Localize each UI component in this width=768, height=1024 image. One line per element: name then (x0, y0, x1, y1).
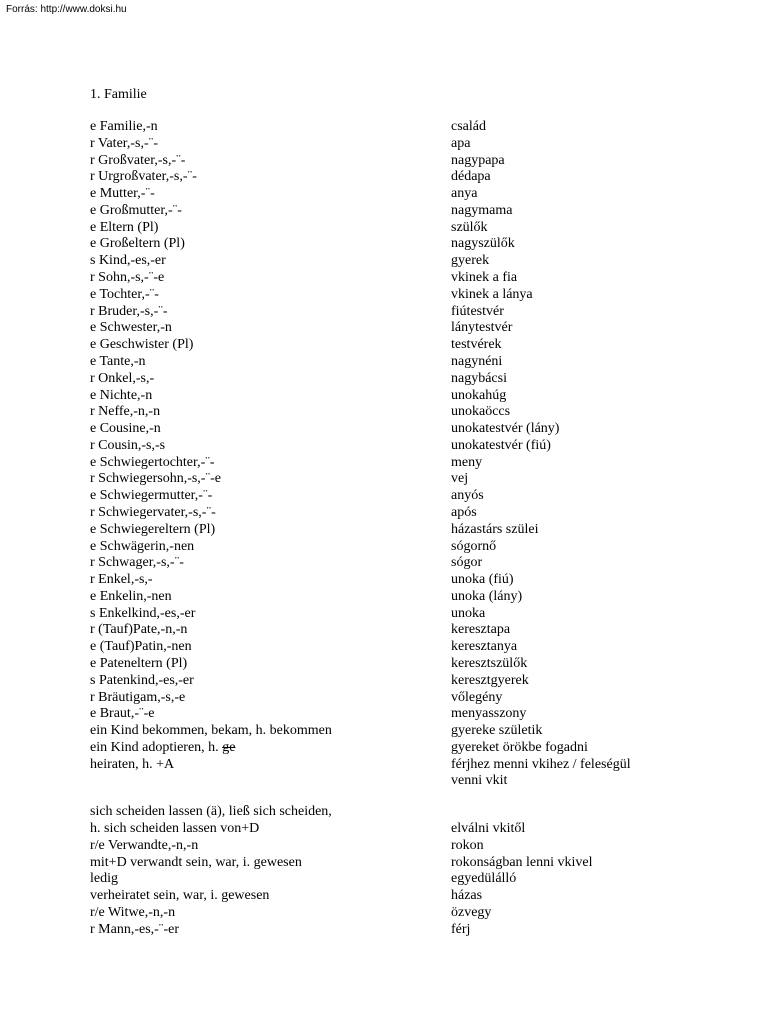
vocabulary-row (90, 673, 690, 690)
german-term-text: e Schwägerin,-nen (90, 538, 195, 554)
hungarian-translation: nagymama (451, 202, 513, 218)
hungarian-translation: keresztszülők (451, 656, 528, 671)
german-term-text: e Familie,-n (90, 119, 158, 134)
hungarian-translation: szülők (451, 219, 488, 235)
german-term-text: e Tante,-n (90, 353, 146, 369)
vocabulary-row (90, 169, 690, 186)
german-term (90, 821, 451, 838)
german-term (90, 589, 451, 606)
german-term-text: e Geschwister (Pl) (90, 337, 194, 353)
hungarian-translation: menyasszony (451, 706, 527, 722)
german-term (90, 855, 451, 872)
german-term-text: r Schwiegersohn,-s,-¨-e (90, 471, 222, 487)
german-term (90, 471, 451, 488)
german-term-text: r (Tauf)Pate,-n,-n (90, 622, 188, 638)
german-term-text: mit+D verwandt sein, war, i. gewesen (90, 854, 302, 870)
german-term-text: ledig (90, 871, 118, 887)
german-term (90, 354, 451, 371)
vocabulary-row (90, 606, 690, 623)
german-term-text: e (Tauf)Patin,-nen (90, 639, 192, 655)
german-term-text: e Schwiegertochter,-¨- (90, 454, 215, 470)
hungarian-translation: egyedülálló (451, 871, 517, 887)
hungarian-translation: férj (451, 921, 471, 937)
german-term-text: r Großvater,-s,-¨- (90, 152, 186, 168)
vocabulary-row (90, 555, 690, 572)
vocabulary-row (90, 740, 690, 757)
german-term-text: r Schwager,-s,-¨- (90, 555, 184, 571)
german-term (90, 555, 451, 572)
vocabulary-row (90, 888, 690, 905)
hungarian-translation: apa (451, 135, 471, 151)
german-term-text: verheiratet sein, war, i. gewesen (90, 888, 270, 904)
german-term (90, 673, 451, 690)
hungarian-translation: rokon (451, 837, 484, 853)
german-term-text: r Sohn,-s,-¨-e (90, 270, 165, 286)
german-term (90, 404, 451, 421)
vocabulary-row (90, 589, 690, 606)
vocabulary-row (90, 706, 690, 723)
vocabulary-row (90, 656, 690, 673)
german-term (90, 804, 451, 821)
german-term-text: e Schwiegermutter,-¨- (90, 488, 213, 504)
vocabulary-row (90, 220, 690, 237)
german-term (90, 203, 451, 220)
vocabulary-row (90, 438, 690, 455)
german-term-text: e Mutter,-¨- (90, 186, 155, 202)
german-term (90, 186, 451, 203)
hungarian-translation: vej (451, 471, 469, 487)
vocabulary-row (90, 119, 690, 136)
german-term-text: r Mann,-es,-¨-er (90, 921, 180, 937)
vocabulary-row (90, 522, 690, 539)
hungarian-translation: testvérek (451, 337, 502, 353)
german-term (90, 270, 451, 287)
german-term (90, 622, 451, 639)
hungarian-translation: unoka (fiú) (451, 572, 514, 588)
german-term (90, 888, 451, 905)
hungarian-translation: lánytestvér (451, 320, 513, 336)
hungarian-translation: dédapa (451, 169, 491, 185)
block-spacer (90, 790, 690, 804)
hungarian-translation: venni vkit (451, 773, 508, 789)
vocabulary-row (90, 186, 690, 203)
german-term-text: h. sich scheiden lassen von+D (90, 821, 260, 837)
german-term-text: e Nichte,-n (90, 387, 153, 403)
hungarian-translation: gyereke születik (451, 723, 543, 739)
hungarian-translation: házas (451, 888, 483, 904)
german-term (90, 690, 451, 707)
vocabulary-block-secondary (90, 804, 690, 938)
german-term-text: r Schwiegervater,-s,-¨- (90, 504, 216, 520)
hungarian-translation: sógornő (451, 538, 497, 554)
german-term-text: e Schwester,-n (90, 320, 172, 336)
german-term (90, 572, 451, 589)
german-term (90, 388, 451, 405)
source-note: Forrás: http://www.doksi.hu (6, 4, 127, 15)
german-term-text: ein Kind bekommen, bekam, h. bekommen (90, 723, 332, 739)
vocabulary-row (90, 922, 690, 939)
german-term-text: r Urgroßvater,-s,-¨- (90, 169, 197, 185)
hungarian-translation: meny (451, 454, 483, 470)
german-term (90, 455, 451, 472)
german-term (90, 905, 451, 922)
hungarian-translation: férjhez menni vkihez / feleségül (451, 756, 631, 772)
german-term (90, 723, 451, 740)
vocabulary-row (90, 757, 690, 774)
hungarian-translation: nagyszülők (451, 236, 515, 252)
vocabulary-row (90, 287, 690, 304)
german-term (90, 757, 451, 774)
german-term-text: s Kind,-es,-er (90, 253, 166, 269)
german-term (90, 505, 451, 522)
german-term (90, 639, 451, 656)
hungarian-translation: elválni vkitől (451, 821, 526, 837)
vocabulary-row (90, 622, 690, 639)
vocabulary-row (90, 539, 690, 556)
vocabulary-row (90, 354, 690, 371)
vocabulary-block-main (90, 119, 690, 790)
hungarian-translation: házastárs szülei (451, 521, 539, 537)
hungarian-translation: fiútestvér (451, 303, 504, 319)
vocabulary-row (90, 723, 690, 740)
hungarian-translation (451, 804, 690, 821)
hungarian-translation: após (451, 504, 477, 520)
vocabulary-row (90, 855, 690, 872)
german-term (90, 606, 451, 623)
german-term-text: r/e Witwe,-n,-n (90, 904, 176, 920)
german-term-text: s Enkelkind,-es,-er (90, 605, 196, 621)
vocabulary-row (90, 871, 690, 888)
german-term (90, 421, 451, 438)
vocabulary-row (90, 253, 690, 270)
german-term-text: e Pateneltern (Pl) (90, 656, 188, 671)
german-term (90, 539, 451, 556)
german-term-text: r Vater,-s,-¨- (90, 135, 158, 151)
vocabulary-row (90, 690, 690, 707)
german-term-text: e Enkelin,-nen (90, 588, 172, 604)
german-term-text: e Tochter,-¨- (90, 286, 159, 302)
vocabulary-row (90, 471, 690, 488)
german-term (90, 922, 451, 939)
vocabulary-row (90, 320, 690, 337)
vocabulary-row (90, 773, 690, 790)
german-term (90, 236, 451, 253)
german-term (90, 337, 451, 354)
german-term (90, 706, 451, 723)
hungarian-translation: nagybácsi (451, 370, 507, 386)
hungarian-translation: keresztapa (451, 622, 511, 638)
hungarian-translation: sógor (451, 555, 483, 571)
vocabulary-row (90, 136, 690, 153)
vocabulary-row (90, 804, 690, 821)
vocabulary-row (90, 572, 690, 589)
hungarian-translation: keresztanya (451, 639, 518, 655)
vocabulary-row (90, 404, 690, 421)
german-term (90, 119, 451, 136)
hungarian-translation: rokonságban lenni vkivel (451, 854, 593, 870)
german-term-text: s Patenkind,-es,-er (90, 672, 194, 688)
german-term-text: r Bräutigam,-s,-e (90, 689, 186, 705)
german-term (90, 136, 451, 153)
hungarian-translation: nagynéni (451, 353, 503, 369)
vocabulary-row (90, 337, 690, 354)
german-term (90, 740, 451, 757)
german-term-text: heiraten, h. +A (90, 756, 175, 772)
german-term (90, 438, 451, 455)
vocabulary-row (90, 421, 690, 438)
vocabulary-row (90, 455, 690, 472)
german-term (90, 871, 451, 888)
struck-text: ge (222, 739, 236, 755)
german-term-text: r Neffe,-n,-n (90, 404, 161, 420)
vocabulary-list (90, 119, 690, 939)
german-term (90, 304, 451, 321)
german-term-text: r Bruder,-s,-¨- (90, 303, 168, 319)
vocabulary-row (90, 639, 690, 656)
vocabulary-row (90, 203, 690, 220)
german-term-text: e Großmutter,-¨- (90, 202, 182, 218)
vocabulary-row (90, 505, 690, 522)
hungarian-translation: gyerek (451, 253, 490, 269)
hungarian-translation: unokatestvér (fiú) (451, 437, 551, 453)
german-term (90, 253, 451, 270)
german-term (90, 522, 451, 539)
german-term (90, 287, 451, 304)
german-term-text: r Enkel,-s,- (90, 572, 153, 588)
vocabulary-row (90, 488, 690, 505)
hungarian-translation: unoka (451, 605, 486, 621)
german-term-text: e Braut,-¨-e (90, 706, 155, 722)
hungarian-translation: család (451, 119, 486, 134)
vocabulary-row (90, 153, 690, 170)
german-term-text: r Onkel,-s,- (90, 370, 155, 386)
hungarian-translation: vkinek a fia (451, 270, 518, 286)
hungarian-translation: vőlegény (451, 689, 503, 705)
hungarian-translation: keresztgyerek (451, 672, 529, 688)
vocabulary-row (90, 371, 690, 388)
vocabulary-row (90, 905, 690, 922)
vocabulary-row (90, 388, 690, 405)
german-term-text: e Eltern (Pl) (90, 219, 159, 235)
section-heading: 1. Familie (90, 87, 147, 102)
hungarian-translation: nagypapa (451, 152, 505, 168)
hungarian-translation: unokahúg (451, 387, 507, 403)
hungarian-translation: anyós (451, 488, 484, 504)
german-term-text: r Cousin,-s,-s (90, 437, 166, 453)
hungarian-translation: unokaöccs (451, 404, 511, 420)
hungarian-translation: anya (451, 186, 478, 202)
vocabulary-row (90, 821, 690, 838)
german-term (90, 656, 451, 673)
german-term-text: e Schwiegereltern (Pl) (90, 521, 216, 537)
hungarian-translation: unokatestvér (lány) (451, 421, 560, 437)
german-term-text: ein Kind adoptieren, h. (90, 739, 219, 755)
german-term-text: e Cousine,-n (90, 421, 161, 437)
german-term-text: sich scheiden lassen (ä), ließ sich scheiden, (90, 804, 332, 820)
german-term (90, 153, 451, 170)
german-term-text: r/e Verwandte,-n,-n (90, 837, 199, 853)
german-term (90, 220, 451, 237)
hungarian-translation: unoka (lány) (451, 588, 523, 604)
vocabulary-row (90, 304, 690, 321)
vocabulary-row (90, 236, 690, 253)
german-term (90, 773, 451, 790)
german-term (90, 371, 451, 388)
vocabulary-row (90, 270, 690, 287)
hungarian-translation: özvegy (451, 904, 492, 920)
hungarian-translation: gyereket örökbe fogadni (451, 739, 588, 755)
german-term (90, 320, 451, 337)
hungarian-translation: vkinek a lánya (451, 286, 533, 302)
german-term (90, 169, 451, 186)
vocabulary-row (90, 838, 690, 855)
german-term (90, 838, 451, 855)
german-term (90, 488, 451, 505)
german-term-text: e Großeltern (Pl) (90, 236, 185, 252)
